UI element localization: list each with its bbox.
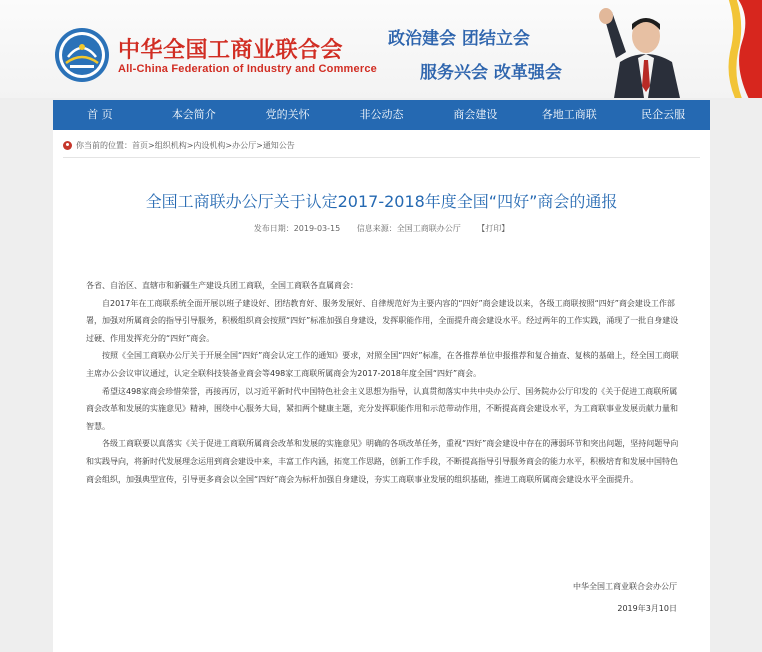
breadcrumb-separator: > [225, 141, 233, 150]
article-panel [53, 130, 710, 652]
site-name-chinese: 中华全国工商业联合会 [118, 38, 344, 63]
location-icon [63, 141, 72, 150]
nav-item-about[interactable]: 本会简介 [171, 108, 216, 121]
breadcrumb-link-general-office[interactable]: 办公厅 [232, 141, 257, 150]
site-name-english: All-China Federation of Industry and Commerce [118, 63, 377, 75]
nav-item-party-care[interactable]: 党的关怀 [265, 108, 310, 121]
breadcrumb-divider [63, 157, 700, 158]
article-salutation: 各省、自治区、直辖市和新疆生产建设兵团工商联，全国工商联各直属商会： [86, 281, 358, 290]
article-body [86, 277, 680, 488]
nav-item-private-cloud-services[interactable]: 民企云服 [641, 108, 686, 121]
breadcrumb-link-home[interactable]: 首页 [132, 141, 148, 150]
main-navigation [53, 100, 710, 130]
article-meta [53, 223, 710, 234]
print-link[interactable]: 【打印】 [477, 224, 510, 233]
breadcrumb [63, 140, 295, 151]
nav-item-chamber-building[interactable]: 商会建设 [453, 108, 498, 121]
article-paragraph: 各级工商联要以真落实《关于促进工商联所属商会改革和发展的实施意见》明确的各项改革任务，重视“四好”商会建设中存在的薄弱环节和突出问题，坚持问题导向和实践导向，将新时代发展理念运用到商会建设中来，丰富工作内涵，拓宽工作思路，创新工作手段，不断提高指导引导服务商会的能力水平，积极培育和发展中国特色商会组织，加强典型宣传，引导更多商会以全国“四好”商会为标杆加强自身建设，夯实工商联事业发展的组织基础，推进工商联所属商会建设水平全面提升。 [86, 439, 679, 484]
article-paragraph: 按照《全国工商联办公厅关于开展全国“四好”商会认定工作的通知》要求，对照全国“四好”标准，在各推荐单位申报推荐和复合抽查、复核的基础上，经全国工商联主席办公会议审议通过，认定全联科技装备业商会等498家工商联所属商会为2017-2018年度全国“四好”商会。 [86, 351, 679, 378]
breadcrumb-link-internal-departments[interactable]: 内设机构 [193, 141, 226, 150]
info-source: 信息来源：全国工商联办公厅 [356, 224, 461, 233]
article-title: 全国工商联办公厅关于认定2017-2018年度全国“四好”商会的通报 [145, 192, 618, 211]
breadcrumb-separator: > [148, 141, 155, 150]
article-signature [573, 576, 677, 620]
breadcrumb-link-organization[interactable]: 组织机构 [154, 141, 187, 150]
red-flag-decoration [712, 0, 762, 98]
breadcrumb-prefix: 你当前的位置： [76, 141, 132, 150]
article-paragraph: 希望这498家商会珍惜荣誉，再接再厉，以习近平新时代中国特色社会主义思想为指导，认真贯彻落实中共中央办公厅、国务院办公厅印发的《关于促进工商联所属商会改革和发展的实施意见》精神，围绕中心服务大局，紧扣两个健康主题，充分发挥职能作用和示范带动作用，不断提高商会建设水平，为工商联事业发展贡献力量和智慧。 [86, 386, 678, 431]
site-header [0, 0, 762, 98]
breadcrumb-separator: > [256, 141, 263, 150]
federation-logo[interactable] [54, 27, 110, 83]
signature-organization: 中华全国工商业联合会办公厅 [573, 582, 677, 591]
article-paragraph: 自2017年在工商联系统全面开展以班子建设好、团结教育好、服务发展好、自律规范好为主要内容的“四好”商会建设以来，各级工商联按照“四好”商会建设工作部署，加强对所属商会的指导引导服务，积极组织商会按照“四好”标准加强自身建设，发挥职能作用，全面提升商会建设水平。经过两年的工作实践，涌现了一批自身建设过硬、作用发挥充分的“四好”商会。 [86, 298, 679, 343]
breadcrumb-link-notices[interactable]: 通知公告 [262, 141, 295, 150]
slogan-line-1: 政治建会 团结立会 [388, 29, 530, 49]
slogan-line-2: 服务兴会 改革强会 [420, 63, 562, 83]
nav-item-non-public-news[interactable]: 非公动态 [359, 108, 404, 121]
leader-photo [586, 6, 726, 98]
breadcrumb-separator: > [186, 141, 194, 150]
nav-item-local-federations[interactable]: 各地工商联 [541, 108, 597, 121]
nav-item-home[interactable]: 首 页 [87, 108, 113, 121]
signature-date: 2019年3月10日 [617, 604, 677, 613]
publish-date: 发布日期：2019-03-15 [253, 224, 341, 233]
